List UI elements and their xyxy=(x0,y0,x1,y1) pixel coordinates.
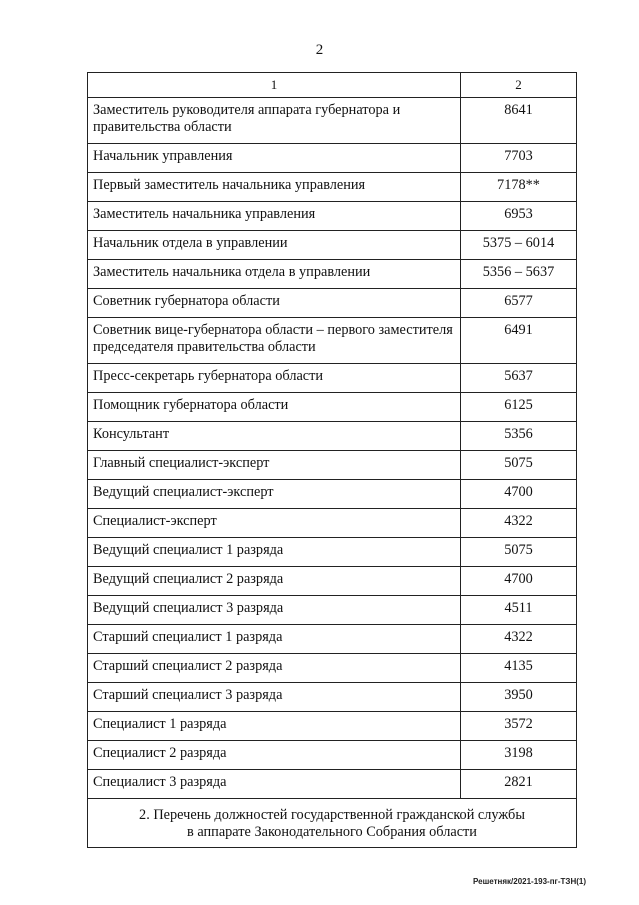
salary-value: 6125 xyxy=(461,393,577,422)
salary-value: 8641 xyxy=(461,98,577,144)
table-row xyxy=(88,318,577,364)
table-row xyxy=(88,712,577,741)
salary-value: 3572 xyxy=(461,712,577,741)
salary-value: 3950 xyxy=(461,683,577,712)
table-row xyxy=(88,393,577,422)
position-name: Ведущий специалист 2 разряда xyxy=(88,567,461,596)
section-heading-line-1: 2. Перечень должностей государственной гражданской службы xyxy=(139,807,525,823)
position-name: Консультант xyxy=(88,422,461,451)
table-row xyxy=(88,231,577,260)
position-name: Специалист 1 разряда xyxy=(88,712,461,741)
position-name: Старший специалист 1 разряда xyxy=(88,625,461,654)
table-header-row xyxy=(88,73,577,98)
table-row xyxy=(88,144,577,173)
column-header-1: 1 xyxy=(88,73,461,98)
salary-value: 5375 – 6014 xyxy=(461,231,577,260)
salary-value: 4322 xyxy=(461,509,577,538)
position-name: Заместитель начальника управления xyxy=(88,202,461,231)
salary-value: 5637 xyxy=(461,364,577,393)
salary-value: 4135 xyxy=(461,654,577,683)
table-row xyxy=(88,567,577,596)
table-row xyxy=(88,451,577,480)
position-name: Начальник отдела в управлении xyxy=(88,231,461,260)
salary-value: 5356 xyxy=(461,422,577,451)
table-row xyxy=(88,289,577,318)
salary-value: 5356 – 5637 xyxy=(461,260,577,289)
salary-value: 4322 xyxy=(461,625,577,654)
table-row xyxy=(88,98,577,144)
salary-value: 4700 xyxy=(461,480,577,509)
table-row xyxy=(88,654,577,683)
table-row xyxy=(88,173,577,202)
position-name: Старший специалист 2 разряда xyxy=(88,654,461,683)
table-row xyxy=(88,625,577,654)
position-name: Специалист 2 разряда xyxy=(88,741,461,770)
positions-table-container xyxy=(87,72,576,848)
table-row xyxy=(88,683,577,712)
section-heading xyxy=(88,799,577,848)
position-name: Специалист 3 разряда xyxy=(88,770,461,799)
table-row xyxy=(88,770,577,799)
salary-value: 5075 xyxy=(461,538,577,567)
section-heading-row xyxy=(88,799,577,848)
position-name: Специалист-эксперт xyxy=(88,509,461,538)
position-name: Советник губернатора области xyxy=(88,289,461,318)
position-name: Заместитель начальника отдела в управлении xyxy=(88,260,461,289)
position-name: Ведущий специалист-эксперт xyxy=(88,480,461,509)
position-name: Начальник управления xyxy=(88,144,461,173)
position-name: Советник вице-губернатора области – первого заместителя председателя правительства области xyxy=(88,318,461,364)
salary-value: 4511 xyxy=(461,596,577,625)
salary-value: 5075 xyxy=(461,451,577,480)
table-row xyxy=(88,596,577,625)
page-number: 2 xyxy=(315,42,324,58)
table-row xyxy=(88,509,577,538)
table-row xyxy=(88,364,577,393)
position-name: Первый заместитель начальника управления xyxy=(88,173,461,202)
table-row xyxy=(88,538,577,567)
document-reference-code-text: Решетняк/2021-193-пг-ТЗН(1) xyxy=(473,877,586,886)
salary-value: 4700 xyxy=(461,567,577,596)
salary-value: 6577 xyxy=(461,289,577,318)
position-name: Старший специалист 3 разряда xyxy=(88,683,461,712)
position-name: Главный специалист-эксперт xyxy=(88,451,461,480)
table-row xyxy=(88,202,577,231)
table-row xyxy=(88,480,577,509)
column-header-2: 2 xyxy=(461,73,577,98)
document-reference-code xyxy=(473,877,586,886)
salary-value: 3198 xyxy=(461,741,577,770)
salary-value: 6491 xyxy=(461,318,577,364)
table-row xyxy=(88,741,577,770)
position-name: Помощник губернатора области xyxy=(88,393,461,422)
position-name: Пресс-секретарь губернатора области xyxy=(88,364,461,393)
table-row xyxy=(88,422,577,451)
position-name: Заместитель руководителя аппарата губернатора и правительства области xyxy=(88,98,461,144)
section-heading-line-2: в аппарате Законодательного Собрания области xyxy=(187,824,477,840)
positions-salary-table xyxy=(87,72,577,848)
table-row xyxy=(88,260,577,289)
position-name: Ведущий специалист 3 разряда xyxy=(88,596,461,625)
salary-value: 7178** xyxy=(461,173,577,202)
salary-value: 6953 xyxy=(461,202,577,231)
salary-value: 2821 xyxy=(461,770,577,799)
position-name: Ведущий специалист 1 разряда xyxy=(88,538,461,567)
salary-value: 7703 xyxy=(461,144,577,173)
